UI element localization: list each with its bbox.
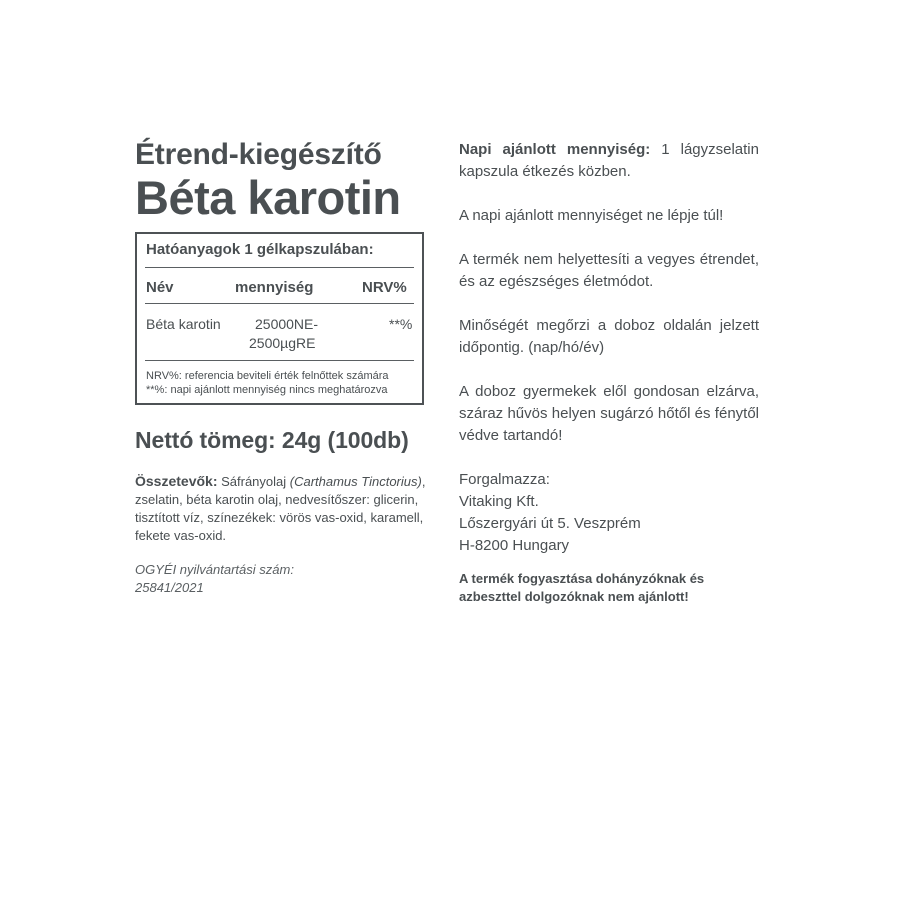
row-name: Béta karotin (146, 316, 221, 332)
active-ingredients-table (135, 232, 424, 405)
distributor-company: Vitaking Kft. (459, 493, 539, 510)
diet-notice: A termék nem helyettesíti a vegyes étrendet, és az egészséges életmódot. (459, 251, 759, 290)
ingredients-text: Sáfrányolaj (217, 474, 290, 489)
ingredients (135, 472, 431, 545)
table-divider (145, 360, 414, 361)
column-header-nrv: NRV% (362, 279, 407, 296)
table-divider (145, 303, 414, 304)
net-weight: Nettó tömeg: 24g (100db) (135, 427, 409, 453)
ingredients-latin: (Carthamus Tinctorius) (289, 474, 422, 489)
distributor-address: Lőszergyári út 5. Veszprém (459, 515, 641, 532)
registration-number: 25841/2021 (135, 580, 204, 595)
dose-warning: A napi ajánlott mennyiséget ne lépje túl! (459, 207, 724, 224)
ingredients-label: Összetevők: (135, 473, 218, 489)
daily-dose-label: Napi ajánlott mennyiség: (459, 141, 651, 158)
best-before: Minőségét megőrzi a doboz oldalán jelzett időpontig. (nap/hó/év) (459, 317, 759, 356)
distributor-postal: H-8200 Hungary (459, 537, 570, 554)
table-note: **%: napi ajánlott mennyiség nincs meghatározva (146, 384, 388, 396)
smoker-warning: A termék fogyasztása dohányzóknak és azbeszttel dolgozóknak nem ajánlott! (459, 571, 705, 604)
distributor (459, 469, 759, 557)
daily-dose (459, 139, 759, 183)
table-divider (145, 267, 414, 268)
product-title: Béta karotin (135, 171, 401, 224)
table-note: NRV%: referencia beviteli érték felnőttek számára (146, 370, 389, 382)
right-column (459, 139, 759, 606)
storage-instructions: A doboz gyermekek elől gondosan elzárva, száraz hűvös helyen sugárzó hőtől és fénytől védve tartandó! (459, 383, 759, 444)
distributor-label: Forgalmazza: (459, 471, 550, 488)
product-category: Étrend-kiegészítő (135, 138, 382, 171)
daily-dose-text: 1 lágyzselatin kapszula étkezés közben. (459, 141, 759, 180)
registration-label: OGYÉI nyilvántartási szám: (135, 562, 294, 577)
row-nrv: **% (389, 316, 413, 332)
column-header-name: Név (146, 279, 174, 296)
table-heading: Hatóanyagok 1 gélkapszulában: (146, 241, 374, 258)
registration (135, 561, 435, 597)
left-column (135, 138, 435, 597)
ingredients-text: , zselatin, béta karotin olaj, nedvesítőszer: glicerin, tisztított víz, színezékek: vörös vas-oxid, karamell, fekete vas-oxid. (135, 474, 426, 543)
row-amount-line2: 2500µgRE (249, 335, 316, 351)
row-amount-line1: 25000NE- (255, 316, 319, 332)
column-header-amount: mennyiség (235, 279, 314, 296)
